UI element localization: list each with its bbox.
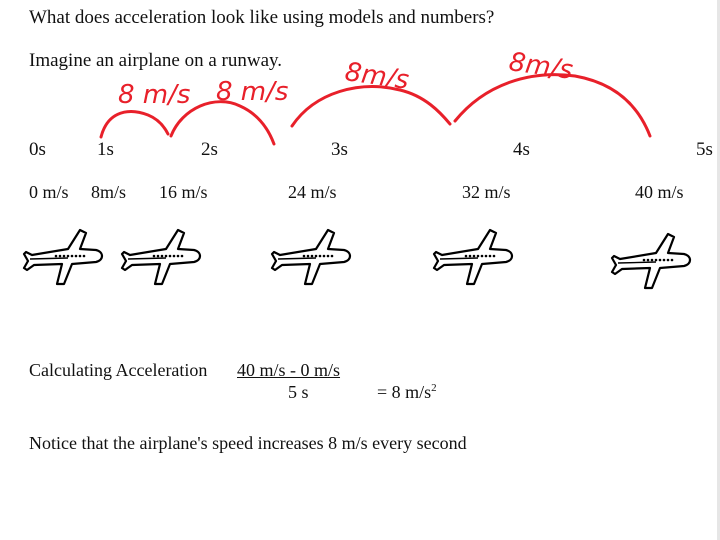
calculation-numerator: 40 m/s - 0 m/s [237,360,341,380]
time-label: 4s [513,139,530,160]
speed-label: 16 m/s [159,182,208,202]
time-label: 3s [331,139,348,160]
increment-label: 8m/s [343,57,411,96]
result-exponent: 2 [431,382,437,394]
time-label: 5s [696,139,713,160]
speed-label: 8m/s [91,182,127,202]
increment-label: 8 m/s [118,80,191,110]
speed-label: 0 m/s [29,182,69,202]
arc-0-1 [101,112,168,137]
calculation-result [377,383,437,401]
speed-label: 40 m/s [635,182,684,202]
speed-label: 32 m/s [462,182,511,202]
increment-label: 8m/s [507,47,575,86]
airplane-icon [120,228,202,288]
calculation-denominator: 5 s [288,382,309,402]
arc-2-3 [292,87,450,126]
time-label: 2s [201,139,218,160]
airplane-icon [432,228,514,288]
arc-3-4 [455,75,650,136]
airplane-icon [22,228,104,288]
increment-labels [118,47,575,110]
notice-text: Notice that the airplane's speed increases 8 m/s every second [29,433,467,453]
calculation-label: Calculating Acceleration [29,360,208,380]
slide-title: What does acceleration look like using models and numbers? [29,7,495,28]
increment-label: 8 m/s [216,77,289,107]
airplane-icon [610,232,692,292]
speed-label: 24 m/s [288,182,337,202]
result-value: = 8 m/s [377,382,432,402]
time-label: 0s [29,139,46,160]
slide-subtitle: Imagine an airplane on a runway. [29,50,283,71]
airplane-icon [270,228,352,288]
time-label: 1s [97,139,114,160]
